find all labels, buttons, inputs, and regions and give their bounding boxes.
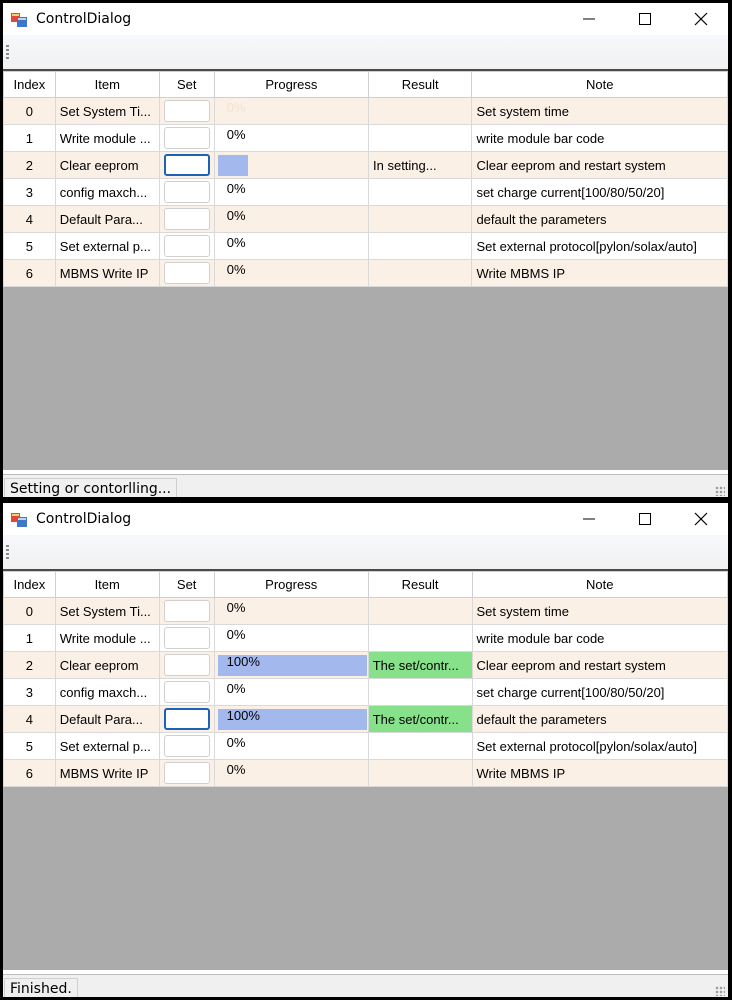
progress-text: 0% — [226, 207, 246, 223]
table-row[interactable] — [4, 260, 728, 287]
table-header — [4, 572, 728, 598]
row-result — [369, 260, 472, 287]
table-row[interactable] — [4, 179, 728, 206]
set-button[interactable] — [164, 735, 210, 757]
set-button[interactable] — [164, 762, 210, 784]
row-set-cell — [159, 706, 214, 733]
table-row[interactable] — [4, 152, 728, 179]
control-table — [3, 571, 728, 787]
progress-text: 0% — [226, 180, 246, 196]
row-index: 3 — [4, 679, 56, 706]
table-row[interactable] — [4, 598, 728, 625]
close-button[interactable] — [678, 3, 724, 35]
row-progress-cell — [214, 206, 368, 233]
row-progress-cell — [214, 98, 368, 125]
resize-grip[interactable] — [715, 486, 725, 496]
col-header-progress[interactable]: Progress — [214, 72, 368, 98]
row-set-cell — [159, 206, 214, 233]
control-table — [3, 71, 728, 287]
row-result — [369, 206, 472, 233]
table-body — [4, 98, 728, 287]
row-result — [369, 98, 472, 125]
row-note: Write MBMS IP — [472, 260, 728, 287]
row-note: Set system time — [472, 598, 727, 625]
set-button[interactable] — [164, 681, 210, 703]
close-icon — [694, 512, 708, 526]
minimize-icon — [582, 12, 596, 26]
control-grid[interactable] — [3, 71, 728, 470]
toolstrip-grip[interactable] — [6, 545, 9, 561]
progress-text: 0% — [226, 234, 246, 250]
table-row[interactable] — [4, 733, 728, 760]
set-button[interactable] — [164, 654, 210, 676]
progress-text: 0% — [226, 599, 246, 615]
row-result — [369, 233, 472, 260]
table-row[interactable] — [4, 125, 728, 152]
col-header-index[interactable]: Index — [4, 72, 56, 98]
row-note: Clear eeprom and restart system — [472, 152, 728, 179]
progress-text: 0% — [226, 734, 246, 750]
row-set-cell — [159, 760, 214, 787]
table-row[interactable] — [4, 98, 728, 125]
minimize-button[interactable] — [566, 503, 612, 535]
row-progress-cell — [214, 125, 368, 152]
control-dialog-window-1 — [3, 3, 728, 497]
row-item-name: config maxch... — [55, 179, 159, 206]
col-header-note[interactable]: Note — [472, 72, 728, 98]
table-body — [4, 598, 728, 787]
row-progress-cell — [214, 652, 368, 679]
row-set-cell — [159, 125, 214, 152]
col-header-index[interactable]: Index — [4, 572, 56, 598]
row-item-name: Default Para... — [55, 206, 159, 233]
row-note: default the parameters — [472, 706, 727, 733]
row-result: In setting... — [369, 152, 472, 179]
close-icon — [694, 12, 708, 26]
col-header-set[interactable]: Set — [159, 572, 214, 598]
row-index: 1 — [4, 125, 56, 152]
app-window-icon — [11, 511, 27, 527]
row-item-name: Clear eeprom — [55, 652, 159, 679]
row-index: 2 — [4, 652, 56, 679]
col-header-result[interactable]: Result — [369, 72, 472, 98]
set-button[interactable] — [164, 181, 210, 203]
set-button[interactable] — [164, 100, 210, 122]
row-item-name: Set external p... — [55, 233, 159, 260]
row-note: Clear eeprom and restart system — [472, 652, 727, 679]
row-progress-cell — [214, 260, 368, 287]
row-set-cell — [159, 233, 214, 260]
row-item-name: MBMS Write IP — [55, 260, 159, 287]
row-note: Set external protocol[pylon/solax/auto] — [472, 233, 728, 260]
minimize-icon — [582, 512, 596, 526]
row-set-cell — [159, 733, 214, 760]
close-button[interactable] — [678, 503, 724, 535]
minimize-button[interactable] — [566, 3, 612, 35]
row-index: 3 — [4, 179, 56, 206]
maximize-button[interactable] — [622, 503, 668, 535]
row-note: set charge current[100/80/50/20] — [472, 179, 728, 206]
progress-text: 0% — [226, 761, 246, 777]
tool-strip — [3, 535, 728, 571]
row-result — [368, 760, 472, 787]
maximize-icon — [638, 512, 652, 526]
row-item-name: Clear eeprom — [55, 152, 159, 179]
set-button[interactable] — [164, 627, 210, 649]
progress-text: 0% — [226, 126, 246, 142]
status-label: Finished. — [4, 978, 78, 997]
row-item-name: Set System Ti... — [55, 98, 159, 125]
table-row[interactable] — [4, 652, 728, 679]
row-note: write module bar code — [472, 125, 728, 152]
col-header-item[interactable]: Item — [55, 72, 159, 98]
window-title: ControlDialog — [36, 511, 132, 527]
resize-grip[interactable] — [715, 986, 725, 996]
tool-strip — [3, 35, 728, 71]
row-set-cell — [159, 179, 214, 206]
row-item-name: Default Para... — [55, 706, 159, 733]
row-progress-cell — [214, 679, 368, 706]
row-set-cell — [159, 152, 214, 179]
progress-text: 100% — [226, 653, 260, 669]
row-set-cell — [159, 98, 214, 125]
set-button[interactable] — [164, 708, 210, 730]
col-header-progress[interactable]: Progress — [214, 572, 368, 598]
row-result — [369, 179, 472, 206]
row-progress-cell — [214, 152, 368, 179]
progress-text: 0% — [226, 261, 246, 277]
row-result — [368, 679, 472, 706]
col-header-result[interactable]: Result — [368, 572, 472, 598]
maximize-button[interactable] — [622, 3, 668, 35]
app-window-icon — [11, 11, 27, 27]
set-button[interactable] — [164, 235, 210, 257]
row-item-name: Set System Ti... — [55, 598, 159, 625]
row-result — [368, 598, 472, 625]
table-header — [4, 72, 728, 98]
table-row[interactable] — [4, 233, 728, 260]
row-item-name: MBMS Write IP — [55, 760, 159, 787]
row-set-cell — [159, 625, 214, 652]
col-header-item[interactable]: Item — [55, 572, 159, 598]
row-result — [369, 125, 472, 152]
progress-text: 0% — [226, 99, 246, 115]
row-note: default the parameters — [472, 206, 728, 233]
row-result: The set/contr... — [368, 652, 472, 679]
status-bar — [3, 474, 728, 497]
row-result: The set/contr... — [368, 706, 472, 733]
row-index: 6 — [4, 760, 56, 787]
row-index: 0 — [4, 598, 56, 625]
row-progress-cell — [214, 598, 368, 625]
row-index: 5 — [4, 733, 56, 760]
row-progress-cell — [214, 760, 368, 787]
row-index: 1 — [4, 625, 56, 652]
row-note: set charge current[100/80/50/20] — [472, 679, 727, 706]
maximize-icon — [638, 12, 652, 26]
row-result — [368, 625, 472, 652]
row-progress-cell — [214, 625, 368, 652]
row-item-name: Set external p... — [55, 733, 159, 760]
row-progress-cell — [214, 233, 368, 260]
row-index: 0 — [4, 98, 56, 125]
set-button[interactable] — [164, 127, 210, 149]
toolstrip-grip[interactable] — [6, 45, 9, 61]
row-note: Write MBMS IP — [472, 760, 727, 787]
row-index: 2 — [4, 152, 56, 179]
progress-text: 0% — [226, 626, 246, 642]
control-grid[interactable] — [3, 571, 728, 970]
row-index: 6 — [4, 260, 56, 287]
table-row[interactable] — [4, 706, 728, 733]
row-set-cell — [159, 652, 214, 679]
row-note: write module bar code — [472, 625, 727, 652]
row-set-cell — [159, 598, 214, 625]
row-note: Set system time — [472, 98, 728, 125]
table-row[interactable] — [4, 206, 728, 233]
window-title: ControlDialog — [36, 11, 132, 27]
row-progress-cell — [214, 706, 368, 733]
row-note: Set external protocol[pylon/solax/auto] — [472, 733, 727, 760]
control-dialog-window-2 — [3, 503, 728, 997]
table-row[interactable] — [4, 625, 728, 652]
table-row[interactable] — [4, 760, 728, 787]
row-set-cell — [159, 260, 214, 287]
row-index: 4 — [4, 706, 56, 733]
set-button[interactable] — [164, 262, 210, 284]
col-header-note[interactable]: Note — [472, 572, 727, 598]
col-header-set[interactable]: Set — [159, 72, 214, 98]
row-progress-cell — [214, 179, 368, 206]
status-bar — [3, 974, 728, 997]
set-button[interactable] — [164, 600, 210, 622]
set-button[interactable] — [164, 154, 210, 176]
title-bar[interactable] — [3, 3, 728, 35]
set-button[interactable] — [164, 208, 210, 230]
row-item-name: config maxch... — [55, 679, 159, 706]
row-item-name: Write module ... — [55, 625, 159, 652]
row-index: 5 — [4, 233, 56, 260]
progress-text: 100% — [226, 707, 260, 723]
title-bar[interactable] — [3, 503, 728, 535]
progress-bar-fill — [218, 155, 248, 176]
row-set-cell — [159, 679, 214, 706]
row-result — [368, 733, 472, 760]
status-label: Setting or contorlling... — [4, 478, 177, 497]
row-item-name: Write module ... — [55, 125, 159, 152]
table-row[interactable] — [4, 679, 728, 706]
row-index: 4 — [4, 206, 56, 233]
row-progress-cell — [214, 733, 368, 760]
progress-text: 0% — [226, 680, 246, 696]
